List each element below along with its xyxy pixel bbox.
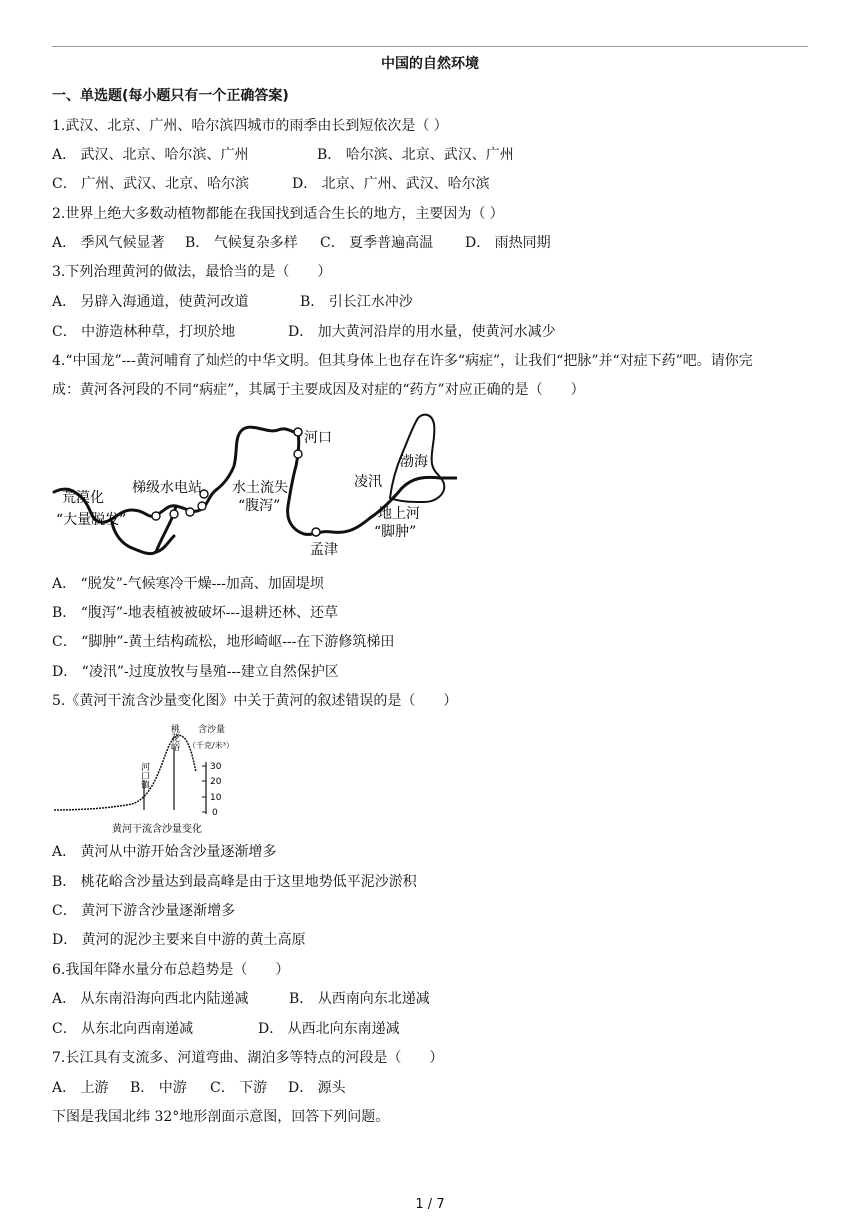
- q2-option-a[interactable]: A． 季风气候显著: [52, 235, 165, 251]
- q3-stem: 3.下列治理黄河的做法，最恰当的是（ ）: [52, 264, 332, 280]
- header-rule: [52, 46, 808, 47]
- q7-option-d[interactable]: D． 源头: [288, 1080, 346, 1096]
- label-erosion-2: “腹泻”: [238, 498, 281, 514]
- label-lingxun: 凌汛: [354, 474, 382, 490]
- q4-option-c[interactable]: C． “脚肿”-黄土结构疏松，地形崎岖---在下游修筑梯田: [52, 634, 395, 650]
- figure-intro: 下图是我国北纬 32°地形剖面示意图，回答下列问题。: [52, 1109, 390, 1125]
- q1-options-row1: [52, 145, 514, 165]
- label-mengjin: 孟津: [310, 542, 338, 558]
- q5-option-c[interactable]: C． 黄河下游含沙量逐渐增多: [52, 903, 236, 919]
- q4-option-a[interactable]: A． “脱发”-气候寒冷干燥---加高、加固堤坝: [52, 576, 324, 592]
- q7-stem: 7.长江具有支流多、河道弯曲、湖泊多等特点的河段是（ ）: [52, 1050, 444, 1066]
- q1-option-c[interactable]: C． 广州、武汉、北京、哈尔滨: [52, 176, 250, 192]
- q5-option-a[interactable]: A． 黄河从中游开始含沙量逐渐增多: [52, 844, 277, 860]
- label-erosion-1: 水土流失: [232, 480, 288, 496]
- q5-option-d[interactable]: D． 黄河的泥沙主要来自中游的黄土高原: [52, 932, 306, 948]
- q6-options-row2: [52, 1019, 400, 1039]
- q2-options: [52, 233, 551, 253]
- label-taohuayu: 桃花峪: [169, 724, 179, 751]
- tick-30: 30: [210, 762, 222, 772]
- q5-option-b[interactable]: B． 桃花峪含沙量达到最高峰是由于这里地势低平泥沙淤积: [52, 874, 417, 890]
- q3-option-c[interactable]: C． 中游造林种草，打坝於地: [52, 324, 236, 340]
- sediment-chart: [52, 718, 252, 838]
- q4-stem-line1: 4.“中国龙”---黄河哺育了灿烂的中华文明。但其身体上也存在许多“病症”，让我们“把脉”并“对症下药”吧。请你完: [52, 353, 753, 369]
- label-suspended-1: 地上河: [378, 506, 420, 522]
- q6-option-d[interactable]: D． 从西北向东南递减: [258, 1021, 400, 1037]
- q7-option-c[interactable]: C． 下游: [210, 1080, 268, 1096]
- q6-stem: 6.我国年降水量分布总趋势是（ ）: [52, 962, 290, 978]
- q3-option-d[interactable]: D． 加大黄河沿岸的用水量，使黄河水减少: [288, 324, 556, 340]
- label-dam: 梯级水电站: [132, 480, 202, 496]
- tick-10: 10: [210, 793, 222, 803]
- tick-20: 20: [210, 777, 222, 787]
- mengjin-marker: [312, 528, 320, 536]
- label-suspended-2: “脚肿”: [374, 524, 417, 540]
- q7-option-b[interactable]: B． 中游: [130, 1080, 187, 1096]
- q7-option-a[interactable]: A． 上游: [52, 1080, 109, 1096]
- q4-option-d[interactable]: D． “凌汛”-过度放牧与垦殖---建立自然保护区: [52, 664, 339, 680]
- y-unit: （千克/米³）: [188, 741, 234, 750]
- q2-option-b[interactable]: B． 气候复杂多样: [185, 235, 298, 251]
- hekou-marker: [294, 428, 302, 436]
- q4-stem-line2: 成：黄河各河段的不同“病症”，其属于主要成因及对症的“药方”对应正确的是（ ）: [52, 382, 585, 398]
- q6-option-a[interactable]: A． 从东南沿海向西北内陆递减: [52, 991, 249, 1007]
- q3-option-a[interactable]: A． 另辟入海通道，使黄河改道: [52, 294, 249, 310]
- label-hekouzhen: 河口镇: [139, 762, 149, 789]
- label-hekou: 河口: [304, 430, 332, 446]
- y-label: 含沙量: [198, 725, 226, 735]
- q7-options: [52, 1078, 346, 1098]
- q1-option-a[interactable]: A． 武汉、北京、哈尔滨、广州: [52, 147, 249, 163]
- q6-option-b[interactable]: B． 从西南向东北递减: [289, 991, 430, 1007]
- q3-options-row2: [52, 322, 556, 342]
- q1-stem: 1.武汉、北京、广州、哈尔滨四城市的雨季由长到短依次是（ ）: [52, 118, 448, 134]
- label-desert-1: 荒漠化: [62, 490, 104, 506]
- q6-options-row1: [52, 989, 430, 1009]
- q1-option-d[interactable]: D． 北京、广州、武汉、哈尔滨: [292, 176, 490, 192]
- label-desert-2: “大量脱发”: [56, 512, 127, 528]
- tick-0: 0: [212, 808, 218, 818]
- page-number: 1 / 7: [415, 1197, 445, 1212]
- q2-stem: 2.世界上绝大多数动植物都能在我国找到适合生长的地方，主要因为（ ）: [52, 206, 504, 222]
- page-title: 中国的自然环境: [381, 56, 479, 72]
- q1-option-b[interactable]: B． 哈尔滨、北京、武汉、广州: [317, 147, 514, 163]
- chart-caption: 黄河干流含沙量变化: [112, 824, 202, 835]
- q6-option-c[interactable]: C． 从东北向西南递减: [52, 1021, 194, 1037]
- q2-option-c[interactable]: C． 夏季普遍高温: [320, 235, 434, 251]
- label-bohai: 渤海: [400, 454, 428, 470]
- q4-option-b[interactable]: B． “腹泻”-地表植被被破坏---退耕还林、还草: [52, 605, 338, 621]
- q1-options-row2: [52, 174, 490, 194]
- q3-options-row1: [52, 292, 413, 312]
- section-heading: 一、单选题(每小题只有一个正确答案): [52, 88, 289, 104]
- q5-stem: 5.《黄河干流含沙量变化图》中关于黄河的叙述错误的是（ ）: [52, 693, 458, 709]
- yellow-river-map: [52, 410, 457, 570]
- q3-option-b[interactable]: B． 引长江水冲沙: [300, 294, 413, 310]
- q2-option-d[interactable]: D． 雨热同期: [465, 235, 551, 251]
